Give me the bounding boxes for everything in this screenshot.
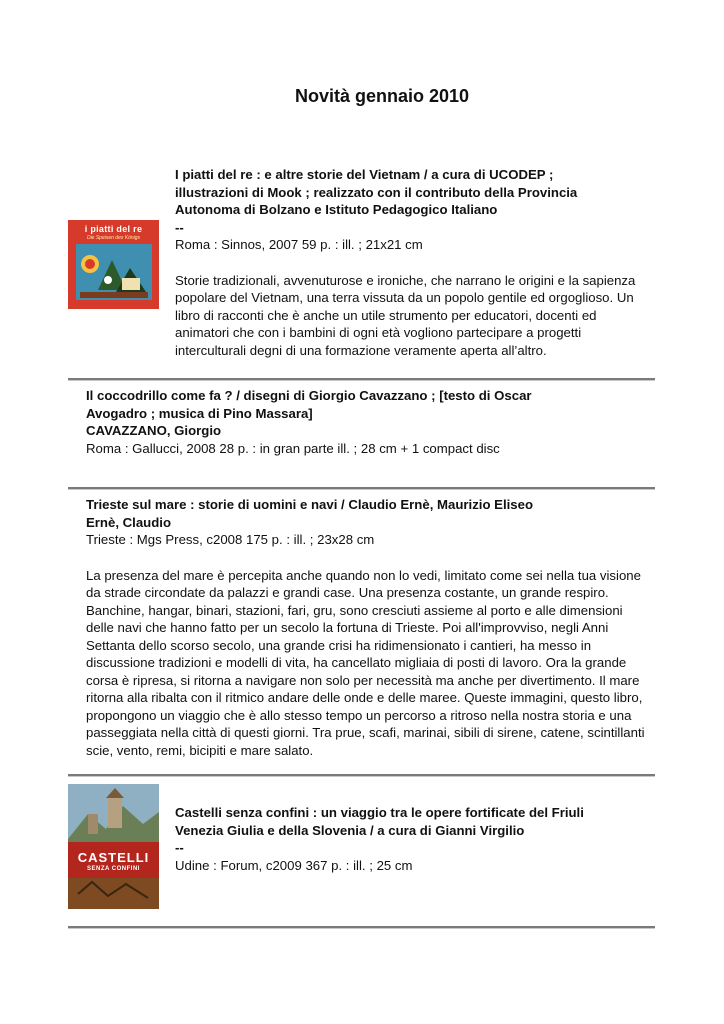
entry-coccodrillo [86, 387, 666, 457]
entry-description-line: scie, vento, remi, bicipiti e mare salato. [86, 742, 314, 758]
cover-subtitle: SENZA CONFINI [87, 866, 140, 872]
entry-description-line: La presenza del mare è percepita anche quando non lo vedi, limitato come sei nella tua visione [86, 567, 641, 583]
entry-description-line: Settanta dello scorso secolo, una grande crisi ha ridimensionato i cantieri, ha messo in [86, 637, 592, 653]
entry-description-line: delle navi che hanno fatto per un secolo la fortuna di Trieste. Poi all'improvviso, negli Anni [86, 620, 609, 635]
entry-publication: Udine : Forum, c2009 367 p. : ill. ; 25 cm [175, 857, 413, 873]
entry-trieste [86, 496, 676, 759]
entry-title-line: Trieste sul mare : storie di uomini e navi / Claudio Ernè, Maurizio Eliseo [86, 497, 534, 512]
entry-description-line: da strade circondate da palazzi e grandi case. Una presenza costante, un grande respiro. [86, 585, 609, 600]
entry-title-line: -- [175, 840, 184, 855]
cover-title: i piatti del re [84, 224, 143, 234]
cover-subtitle: Die Speisen des Königs [86, 235, 141, 241]
entry-title-line: I piatti del re : e altre storie del Vietnam / a cura di UCODEP ; [175, 167, 554, 182]
divider [68, 487, 655, 490]
entry-title-line: Il coccodrillo come fa ? / disegni di Giorgio Cavazzano ; [testo di Oscar [86, 388, 532, 403]
divider [68, 926, 655, 929]
entry-description-line: interculturali degni di una formazione veramente aperta all’altro. [175, 342, 547, 358]
entry-description-line: libro di racconti che è anche un utile strumento per educatori, docenti ed [175, 307, 597, 323]
entry-description-line: discussione tradizioni e modelli di vita, ha cancellato migliaia di posti di lavoro. Ora la grande [86, 655, 627, 670]
entry-title-line: -- [175, 219, 184, 235]
entry-castelli [175, 804, 675, 874]
entry-publication: Roma : Sinnos, 2007 59 p. : ill. ; 21x21 cm [175, 237, 423, 252]
entry-description-line: ritorna alla ribalta con il ritmico andare delle onde e delle maree. Queste immagini, questo libro, [86, 690, 643, 705]
entry-description-line: propongono un viaggio che è allo stesso tempo un percorso a ritroso nella nostra storia e una [86, 707, 632, 723]
entry-description-line: Banchine, hangar, binari, stazioni, fari, gru, sono cresciuti assieme al porto e alle dimensioni [86, 602, 623, 618]
entry-title-line: illustrazioni di Mook ; realizzato con il contributo della Provincia [175, 184, 578, 200]
entry-title-line: Castelli senza confini : un viaggio tra le opere fortificate del Friuli [175, 805, 584, 820]
cover-title: CASTELLI [77, 850, 150, 865]
entry-description-line: corsa è ripresa, si ritorna a navigare non solo per necessità ma anche per divertimento. Il mare [86, 672, 640, 688]
entry-description-line: passeggiata nella città di questi giorni. Tra prue, scafi, marinai, sibili di sirene, catene, scintillanti [86, 725, 645, 740]
entry-publication: Roma : Gallucci, 2008 28 p. : in gran parte ill. ; 28 cm + 1 compact disc [86, 440, 500, 456]
entry-description-line: Storie tradizionali, avvenuturose e ironiche, che narrano le origini e la sapienza [175, 272, 636, 288]
entry-piatti-del-re [175, 166, 675, 359]
entry-title-line: Autonoma di Bolzano e Istituto Pedagogico Italiano [175, 202, 498, 217]
page-title: Novità gennaio 2010 [294, 86, 470, 106]
entry-description-line: popolare del Vietnam, una terra vissuta da un popolo gentile ed orgoglioso. Un [175, 290, 634, 305]
entry-description-line: animatori che con i bambini di ogni età vogliono partecipare a progetti [175, 325, 582, 340]
entry-title-line: Venezia Giulia e della Slovenia / a cura di Gianni Virgilio [175, 822, 525, 838]
divider [68, 378, 655, 381]
entry-title-line: Avogadro ; musica di Pino Massara] [86, 405, 313, 421]
book-cover-castelli [68, 784, 159, 909]
entry-author: CAVAZZANO, Giorgio [86, 423, 222, 438]
book-cover-piatti-del-re [68, 220, 159, 309]
divider [68, 774, 655, 777]
entry-author: Ernè, Claudio [86, 514, 171, 530]
entry-publication: Trieste : Mgs Press, c2008 175 p. : ill. ; 23x28 cm [86, 532, 375, 547]
cover-illustration [68, 784, 159, 909]
